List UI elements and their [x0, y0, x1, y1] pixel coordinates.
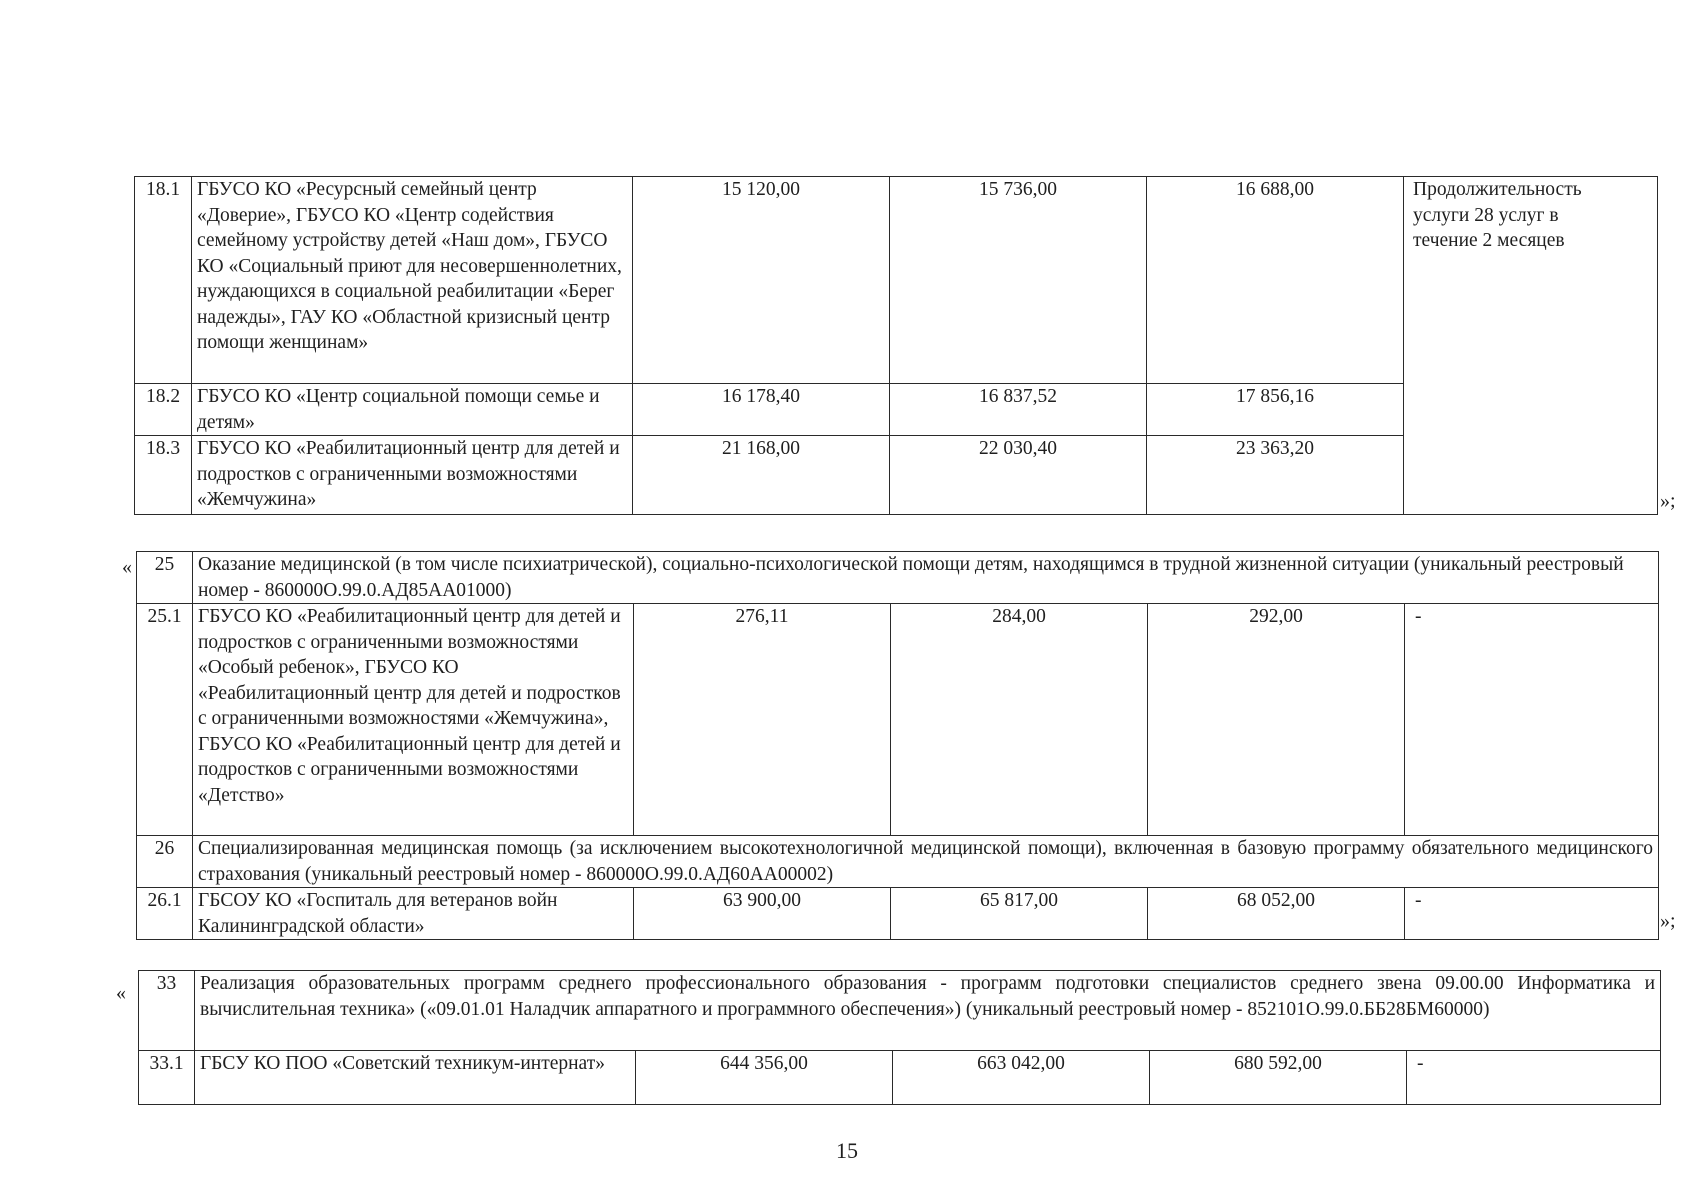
table-row — [137, 604, 1659, 836]
value-year1: 644 356,00 — [636, 1051, 893, 1105]
section-title: Реализация образовательных программ среднего профессионального образования - программ подготовки специалистов среднего звена 09.00.00 Информатика и вычислительная техника» («09.01.01 Наладчик аппаратного и программного обеспечения») (уникальный реестровый номер - 852101О.99.0.ББ28БМ60000) — [195, 971, 1661, 1051]
table-section-33 — [138, 970, 1661, 1105]
value-year3: 680 592,00 — [1150, 1051, 1407, 1105]
value-year3: 292,00 — [1148, 604, 1405, 836]
section-header-row — [137, 836, 1659, 888]
value-year2: 22 030,40 — [890, 436, 1147, 515]
section-number: 26 — [137, 836, 193, 888]
value-year1: 16 178,40 — [633, 384, 890, 436]
value-year1: 15 120,00 — [633, 177, 890, 384]
row-number: 18.2 — [135, 384, 192, 436]
value-year2: 65 817,00 — [891, 888, 1148, 940]
closing-quote-mark: »; — [1660, 490, 1676, 512]
row-number: 18.1 — [135, 177, 192, 384]
note-line: течение 2 месяцев — [1413, 230, 1565, 251]
section-header-row — [137, 552, 1659, 604]
table-row — [135, 177, 1658, 384]
value-year3: 23 363,20 — [1147, 436, 1404, 515]
institution-name: ГБСУ КО ПОО «Советский техникум-интернат» — [195, 1051, 636, 1105]
value-year3: 17 856,16 — [1147, 384, 1404, 436]
section-number: 25 — [137, 552, 193, 604]
institution-name: ГБУСО КО «Реабилитационный центр для детей и подростков с ограниченными возможностями «Жемчужина» — [192, 436, 633, 515]
value-year3: 16 688,00 — [1147, 177, 1404, 384]
row-number: 33.1 — [139, 1051, 195, 1105]
opening-quote-mark: « — [116, 982, 126, 1004]
page-number: 15 — [836, 1138, 858, 1163]
value-year2: 284,00 — [891, 604, 1148, 836]
value-year2: 663 042,00 — [893, 1051, 1150, 1105]
institution-name: ГБУСО КО «Центр социальной помощи семье и детям» — [192, 384, 633, 436]
section-title: Специализированная медицинская помощь (за исключением высокотехнологичной медицинской помощи), включенная в базовую программу обязательного медицинского страхования (уникальный реестровый номер - 860000О.99.0.АД60АА00002) — [193, 836, 1659, 888]
value-year3: 68 052,00 — [1148, 888, 1405, 940]
value-year2: 15 736,00 — [890, 177, 1147, 384]
section-title: Оказание медицинской (в том числе психиатрической), социально-психологической помощи детям, находящимся в трудной жизненной ситуации (уникальный реестровый номер - 860000О.99.0.АД85АА01000) — [193, 552, 1659, 604]
table-section-25-26 — [136, 551, 1659, 940]
note-line: услуги 28 услуг в — [1413, 204, 1559, 226]
note-cell: - — [1405, 888, 1659, 940]
institution-name: ГБУСО КО «Ресурсный семейный центр «Доверие», ГБУСО КО «Центр содействия семейному устройству детей «Наш дом», ГБУСО КО «Социальный приют для несовершеннолетних, нуждающихся в социальной реабилитации «Берег надежды», ГАУ КО «Областной кризисный центр помощи женщинам» — [192, 177, 633, 384]
note-cell: - — [1405, 604, 1659, 836]
section-number: 33 — [139, 971, 195, 1051]
row-number: 26.1 — [137, 888, 193, 940]
table-row — [137, 888, 1659, 940]
value-year1: 63 900,00 — [634, 888, 891, 940]
row-number: 18.3 — [135, 436, 192, 515]
note-cell — [1404, 177, 1658, 515]
row-number: 25.1 — [137, 604, 193, 836]
value-year1: 276,11 — [634, 604, 891, 836]
institution-name: ГБСОУ КО «Госпиталь для ветеранов войн Калининградской области» — [193, 888, 634, 940]
table-row — [139, 1051, 1661, 1105]
section-header-row — [139, 971, 1661, 1051]
value-year2: 16 837,52 — [890, 384, 1147, 436]
institution-name: ГБУСО КО «Реабилитационный центр для детей и подростков с ограниченными возможностями «Особый ребенок», ГБУСО КО «Реабилитационный центр для детей и подростков с ограниченными возможностями «Жемчужина», ГБУСО КО «Реабилитационный центр для детей и подростков с ограниченными возможностями «Детство» — [193, 604, 634, 836]
closing-quote-mark: »; — [1660, 910, 1676, 932]
opening-quote-mark: « — [122, 556, 132, 578]
value-year1: 21 168,00 — [633, 436, 890, 515]
note-line: Продолжительность — [1413, 179, 1582, 200]
table-section-18 — [134, 176, 1658, 515]
note-cell: - — [1407, 1051, 1661, 1105]
